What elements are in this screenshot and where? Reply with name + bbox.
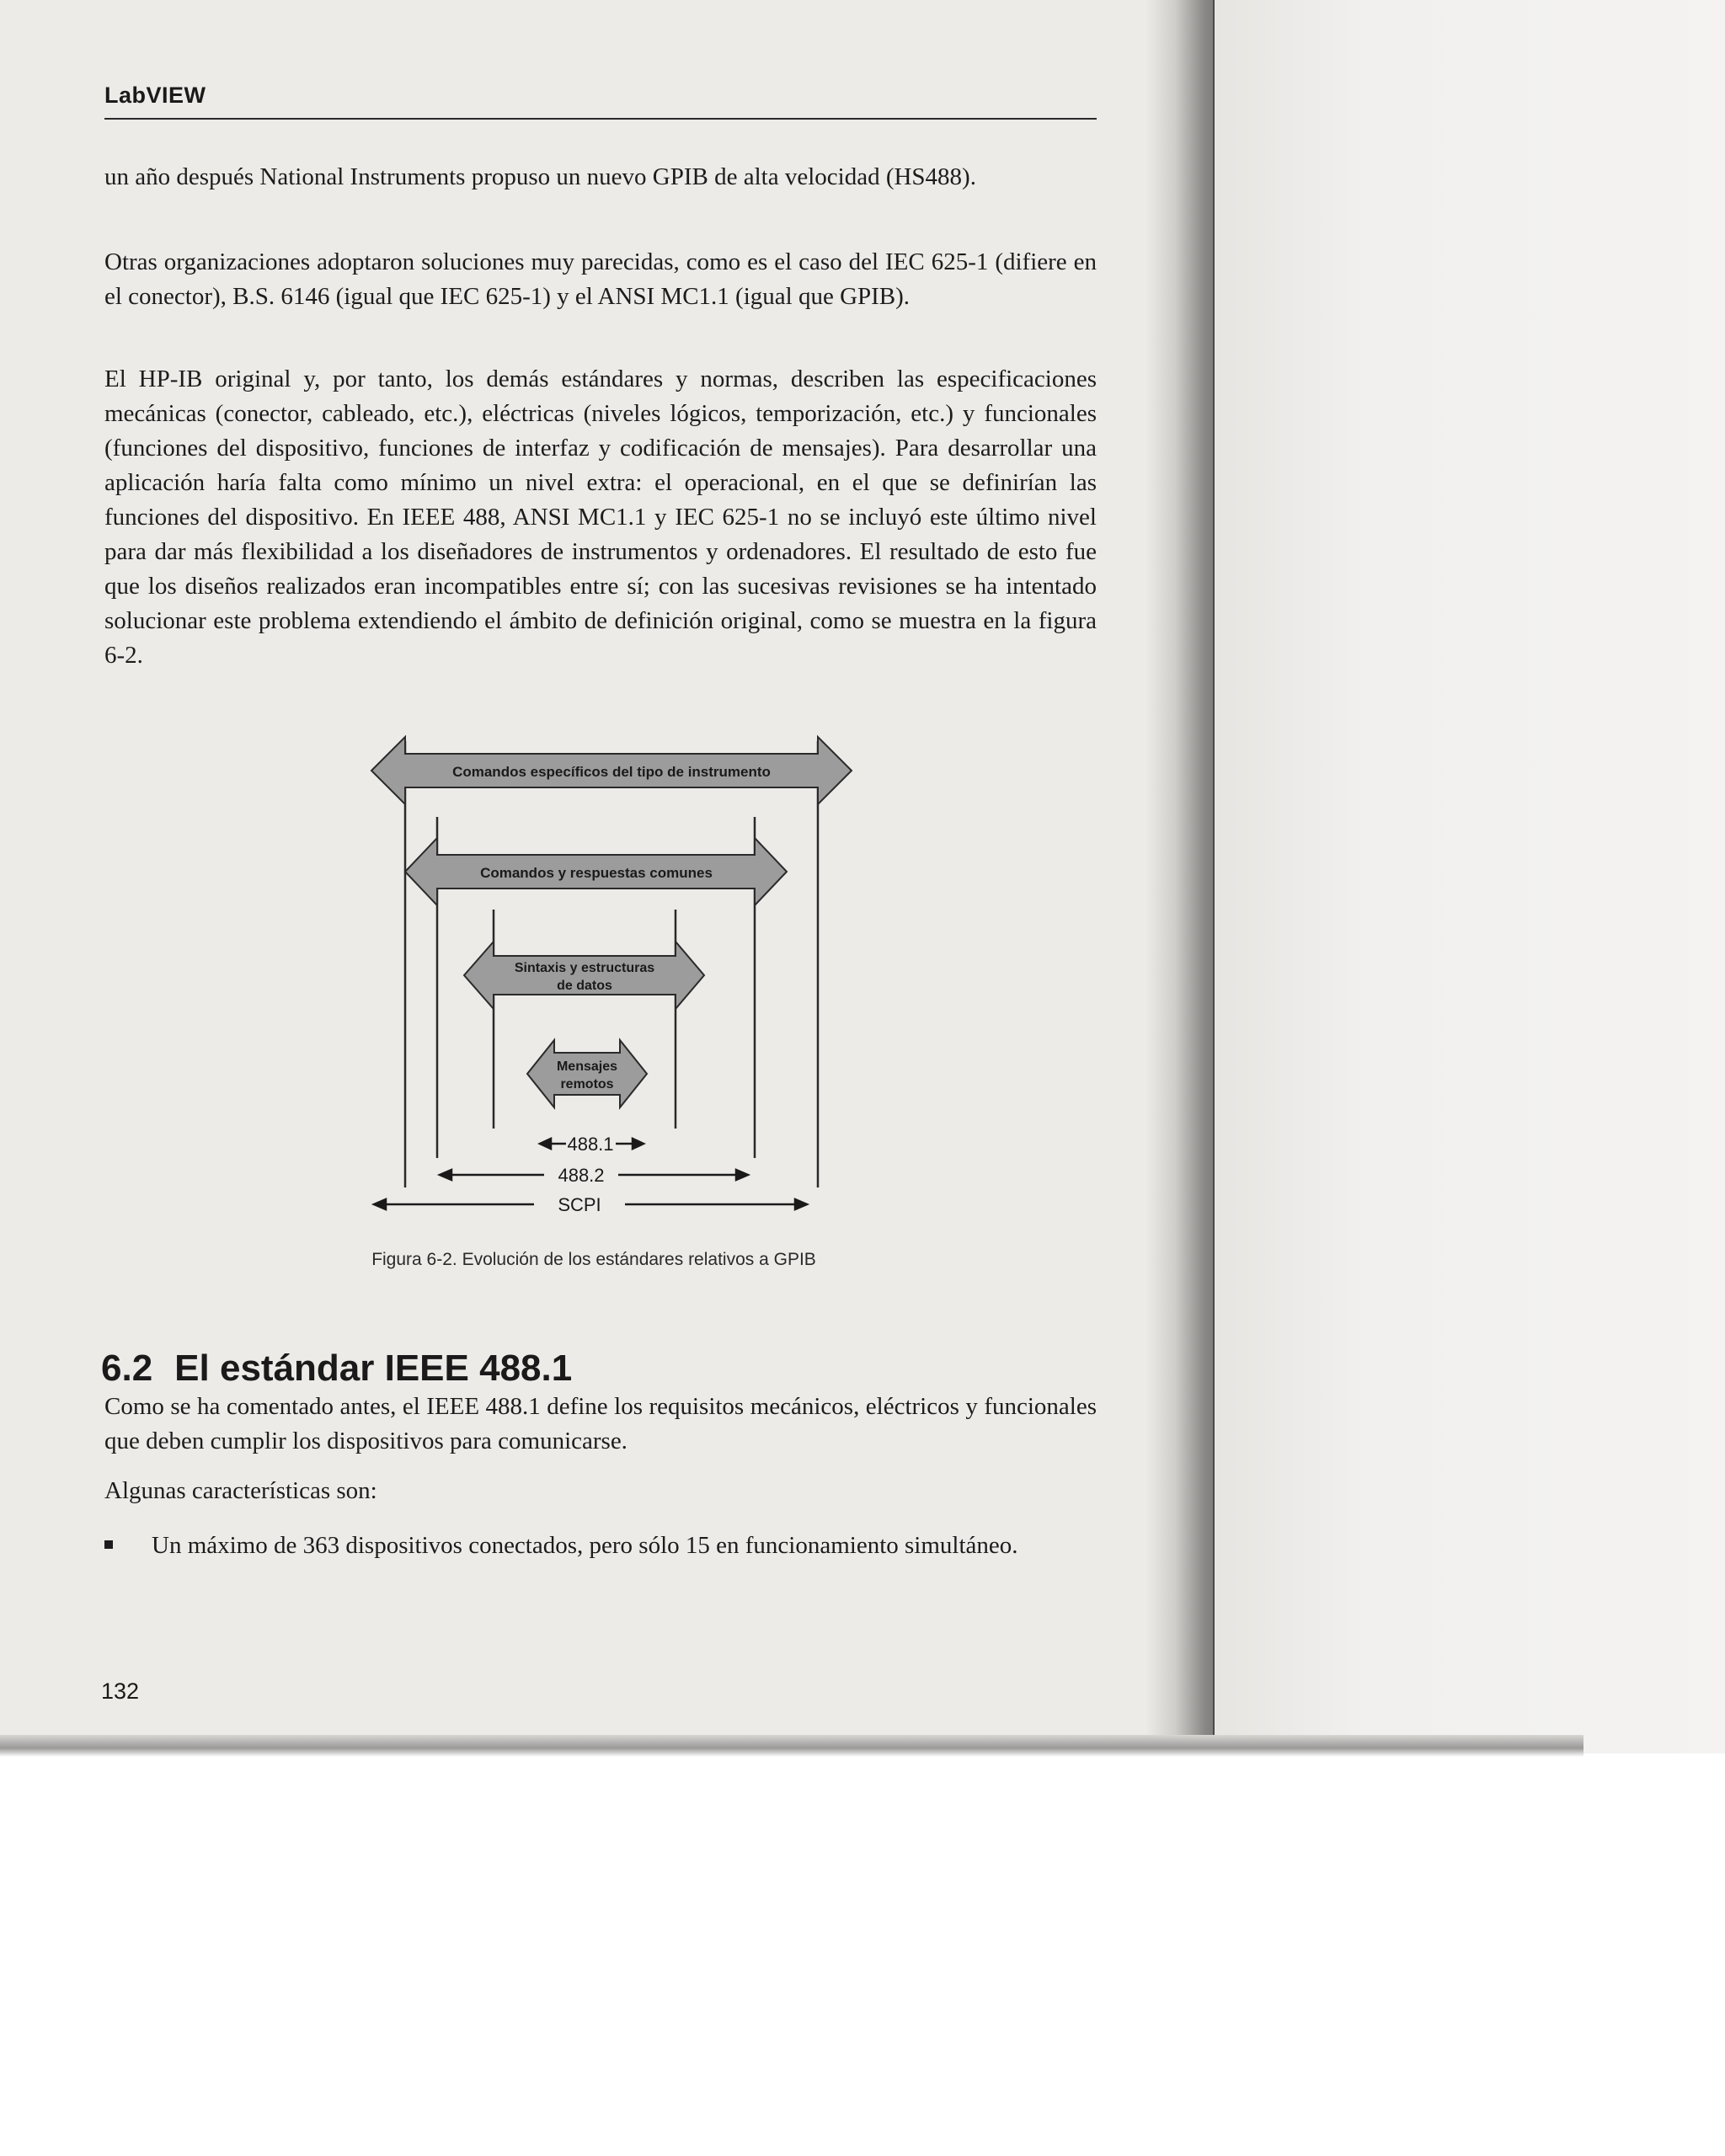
bullet-square-icon bbox=[104, 1540, 113, 1549]
facing-page bbox=[1213, 0, 1725, 1753]
page-number: 132 bbox=[101, 1678, 140, 1704]
section-heading bbox=[101, 1348, 572, 1390]
arrow-layer-3 bbox=[464, 942, 704, 1009]
bullet-item bbox=[104, 1529, 1097, 1563]
paragraph-other-organizations: Otras organizaciones adoptaron soluciones muy parecidas, como es el caso del IEC 625-1 (difiere en el conector), B.S. 6146 (igual que IEC 625-1) y el ANSI MC1.1 (igual que GPIB). bbox=[104, 248, 1097, 310]
label-layer-3-line-1: Sintaxis y estructuras bbox=[514, 961, 655, 975]
scope-4881-left-head bbox=[540, 1139, 551, 1149]
gpib-standards-diagram bbox=[367, 716, 856, 1221]
header-rule bbox=[104, 118, 1097, 120]
scope-label-scpi: SCPI bbox=[558, 1194, 601, 1215]
page-bottom-edge bbox=[0, 1735, 1583, 1757]
section-number: 6.2 bbox=[101, 1348, 153, 1389]
figure-6-2 bbox=[367, 716, 856, 1221]
label-layer-1: Comandos específicos del tipo de instrumento bbox=[452, 764, 771, 780]
bullet-text: Un máximo de 363 dispositivos conectados, pero sólo 15 en funcionamiento simultáneo. bbox=[152, 1532, 1018, 1559]
scope-scpi-right-head bbox=[795, 1199, 807, 1209]
paragraph-hs488: un año después National Instruments propuso un nuevo GPIB de alta velocidad (HS488). bbox=[104, 163, 976, 190]
label-layer-4-line-2: remotos bbox=[560, 1077, 614, 1091]
scope-4881-right-head bbox=[633, 1139, 644, 1149]
paragraph-hpib-specifications: El HP-IB original y, por tanto, los demás estándares y normas, describen las especificaciones mecánicas (conector, cableado, etc.), eléctricas (niveles lógicos, temporización, etc.) y funcionales (funciones del dispositivo, funciones de interfaz y codificación de mensajes). Para desarrollar una aplicación haría falta como mínimo un nivel extra: el operacional, en el que se definirían las funciones del dispositivo. En IEEE 488, ANSI MC1.1 y IEC 625-1 no se incluyó este último nivel para dar más flexibilidad a los diseñadores de instrumentos y ordenadores. El resultado de esto fue que los diseños realizados eran incompatibles entre sí; con las sucesivas revisiones se ha intentado solucionar este problema extendiendo el ámbito de definición original, como se muestra en la figura 6-2. bbox=[104, 366, 1097, 669]
scope-4882-left-head bbox=[440, 1170, 451, 1180]
paragraph-ieee4881-definition: Como se ha comentado antes, el IEEE 488.1 define los requisitos mecánicos, eléctricos y funcionales que deben cumplir los dispositivos para comunicarse. bbox=[104, 1393, 1097, 1454]
scope-scpi-left-head bbox=[374, 1199, 386, 1209]
running-header: LabVIEW bbox=[104, 83, 206, 108]
label-layer-2: Comandos y respuestas comunes bbox=[480, 865, 713, 881]
label-layer-4-line-1: Mensajes bbox=[556, 1059, 618, 1074]
scope-4882-right-head bbox=[736, 1170, 748, 1180]
section-title-text: El estándar IEEE 488.1 bbox=[174, 1348, 573, 1389]
paragraph-characteristics-intro: Algunas características son: bbox=[104, 1477, 377, 1504]
scope-label-4881: 488.1 bbox=[567, 1134, 614, 1155]
arrow-layer-4 bbox=[527, 1040, 647, 1107]
label-layer-3-line-2: de datos bbox=[557, 979, 612, 993]
figure-caption: Figura 6-2. Evolución de los estándares relativos a GPIB bbox=[371, 1250, 816, 1269]
scope-label-4882: 488.2 bbox=[558, 1165, 605, 1186]
